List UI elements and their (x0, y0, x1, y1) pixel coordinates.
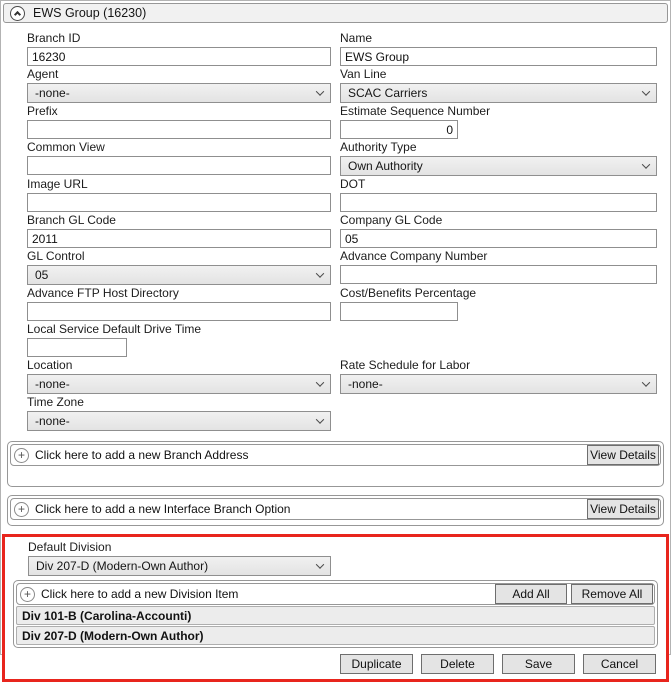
location-select[interactable]: -none- (27, 374, 331, 394)
branch-address-list-empty (10, 466, 661, 484)
common-view-label: Common View (27, 140, 105, 154)
division-highlight (2, 534, 669, 682)
agent-label: Agent (27, 67, 59, 81)
division-list-item[interactable]: Div 207-D (Modern-Own Author) (16, 626, 655, 645)
name-label: Name (340, 31, 373, 45)
time-zone-label: Time Zone (27, 395, 84, 409)
form-fields (1, 25, 670, 437)
branch-gl-code-input[interactable] (27, 229, 331, 248)
add-branch-address-label: Click here to add a new Branch Address (35, 448, 249, 462)
branch-id-label: Branch ID (27, 31, 81, 45)
plus-circle-icon: + (14, 448, 29, 463)
interface-branch-option-groupbox (7, 495, 664, 526)
gl-control-label: GL Control (27, 249, 85, 263)
chevron-down-icon (316, 415, 324, 423)
add-interface-branch-option-label: Click here to add a new Interface Branch Option (35, 502, 291, 516)
chevron-down-icon (642, 160, 650, 168)
authority-type-select[interactable]: Own Authority (340, 156, 657, 176)
group-header[interactable] (3, 3, 668, 23)
branch-address-view-details-button[interactable]: View Details (587, 445, 659, 465)
add-all-button[interactable]: Add All (495, 584, 567, 604)
interface-branch-option-list-empty (10, 520, 661, 523)
van-line-select[interactable]: SCAC Carriers (340, 83, 657, 103)
group-title: EWS Group (16230) (33, 6, 147, 20)
branch-address-groupbox (7, 441, 664, 487)
estimate-sequence-number-input[interactable] (340, 120, 458, 139)
advance-company-number-input[interactable] (340, 265, 657, 284)
dot-input[interactable] (340, 193, 657, 212)
save-button[interactable]: Save (502, 654, 575, 674)
time-zone-select[interactable]: -none- (27, 411, 331, 431)
add-branch-address-row[interactable] (10, 444, 661, 466)
rate-schedule-for-labor-select[interactable]: -none- (340, 374, 657, 394)
delete-button[interactable]: Delete (421, 654, 494, 674)
cost-benefits-percentage-input[interactable] (340, 302, 458, 321)
add-division-item-label: Click here to add a new Division Item (41, 587, 239, 601)
duplicate-button[interactable]: Duplicate (340, 654, 413, 674)
collapse-expander-icon[interactable] (10, 6, 25, 21)
location-label: Location (27, 358, 73, 372)
default-division-select[interactable]: Div 207-D (Modern-Own Author) (28, 556, 331, 576)
dot-label: DOT (340, 177, 366, 191)
add-division-item-row[interactable] (16, 583, 655, 605)
action-button-row (11, 654, 660, 674)
advance-company-number-label: Advance Company Number (340, 249, 488, 263)
cost-benefits-percentage-label: Cost/Benefits Percentage (340, 286, 477, 300)
agent-select[interactable]: -none- (27, 83, 331, 103)
chevron-down-icon (316, 87, 324, 95)
branch-gl-code-label: Branch GL Code (27, 213, 116, 227)
chevron-up-icon (14, 10, 21, 17)
company-gl-code-input[interactable] (340, 229, 657, 248)
plus-circle-icon: + (20, 587, 35, 602)
image-url-input[interactable] (27, 193, 331, 212)
add-interface-branch-option-row[interactable] (10, 498, 661, 520)
company-gl-code-label: Company GL Code (340, 213, 443, 227)
local-service-default-drive-time-input[interactable] (27, 338, 127, 357)
name-input[interactable] (340, 47, 657, 66)
authority-type-label: Authority Type (340, 140, 417, 154)
advance-ftp-host-directory-label: Advance FTP Host Directory (27, 286, 179, 300)
advance-ftp-host-directory-input[interactable] (27, 302, 331, 321)
chevron-down-icon (642, 87, 650, 95)
common-view-input[interactable] (27, 156, 331, 175)
image-url-label: Image URL (27, 177, 88, 191)
chevron-down-icon (642, 378, 650, 386)
prefix-label: Prefix (27, 104, 58, 118)
interface-branch-option-view-details-button[interactable]: View Details (587, 499, 659, 519)
plus-circle-icon: + (14, 502, 29, 517)
chevron-down-icon (316, 269, 324, 277)
branch-id-input[interactable] (27, 47, 331, 66)
chevron-down-icon (316, 378, 324, 386)
default-division-label: Default Division (28, 540, 112, 554)
chevron-down-icon (316, 560, 324, 568)
local-service-default-drive-time-label: Local Service Default Drive Time (27, 322, 202, 336)
rate-schedule-for-labor-label: Rate Schedule for Labor (340, 358, 471, 372)
estimate-sequence-number-label: Estimate Sequence Number (340, 104, 491, 118)
division-list-item[interactable]: Div 101-B (Carolina-Accounti) (16, 606, 655, 625)
van-line-label: Van Line (340, 67, 387, 81)
remove-all-button[interactable]: Remove All (571, 584, 653, 604)
prefix-input[interactable] (27, 120, 331, 139)
cancel-button[interactable]: Cancel (583, 654, 656, 674)
division-items-groupbox (13, 580, 658, 648)
gl-control-select[interactable]: 05 (27, 265, 331, 285)
